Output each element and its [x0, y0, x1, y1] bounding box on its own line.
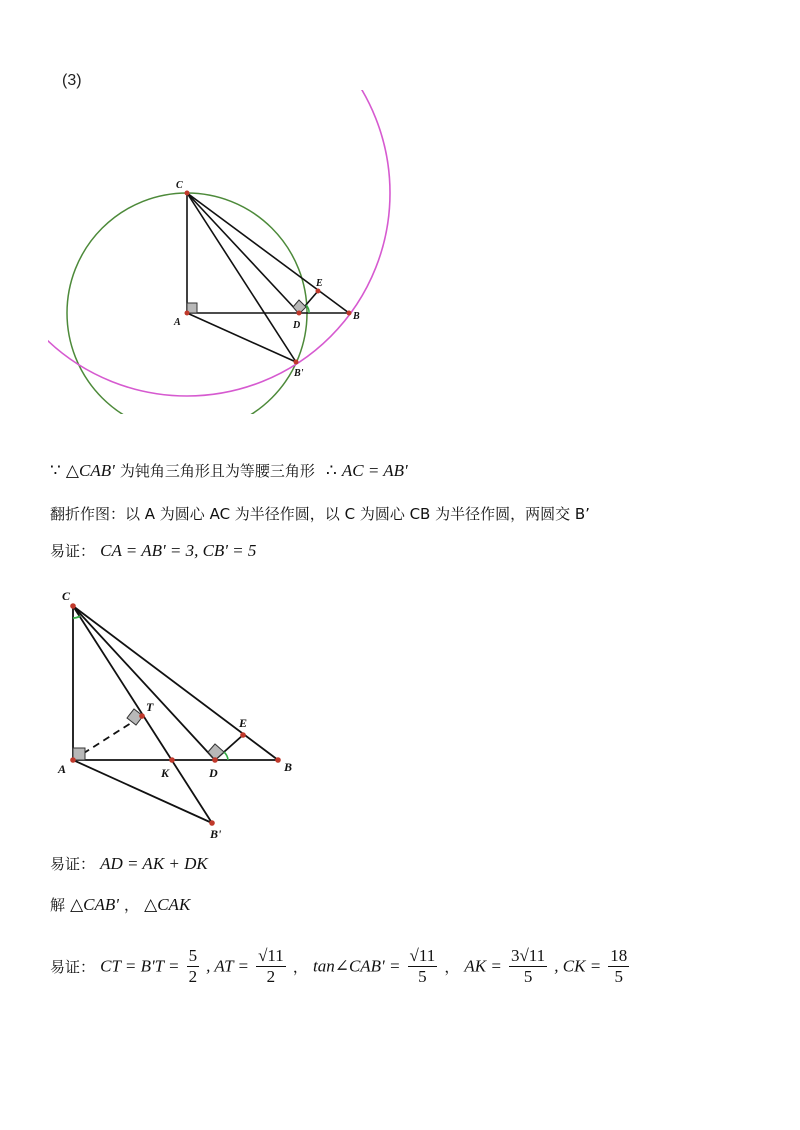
- point-e: [316, 289, 321, 294]
- equation-at: , AT =: [206, 956, 249, 976]
- label-b-2: B: [284, 760, 293, 774]
- text-line-1: [50, 460, 408, 481]
- label-e: E: [316, 278, 323, 289]
- point-d-2: [212, 757, 218, 763]
- equation-line-3: CA = AB' = 3, CB' = 5: [100, 541, 257, 560]
- point-d: [297, 311, 302, 316]
- fraction-3sqrt11-5: $\frac{3√11}{5}$: [510, 946, 546, 986]
- label-t-2: T: [146, 700, 154, 714]
- text-line-2: 翻折作图：以 A 为圆心 AC 为半径作圆，以 C 为圆心 CB 为半径作圆，两圆交 B’: [50, 505, 590, 523]
- fraction-18-5: $\frac{18}{5}$: [610, 946, 628, 986]
- equation-ac-abp: AC = AB': [341, 461, 408, 480]
- point-c: [185, 191, 190, 196]
- separator-2: ，: [444, 958, 460, 976]
- label-a-2: A: [58, 762, 67, 776]
- equation-tan: tan∠CAB' =: [312, 956, 401, 976]
- text-line-3: [50, 540, 256, 561]
- easy-prove-label-2: 易证：: [50, 855, 96, 873]
- point-b: [347, 311, 352, 316]
- figure-1: [0, 0, 800, 420]
- equation-ct: CT = B'T =: [100, 956, 180, 976]
- part-label: (3): [62, 72, 82, 89]
- label-b: B: [353, 311, 360, 322]
- label-d: D: [293, 320, 301, 331]
- equation-ak: AK =: [464, 956, 502, 976]
- fraction-sqrt11-2: $\frac{√11}{2}$: [258, 946, 284, 986]
- point-b-2: [275, 757, 281, 763]
- segment-cb: [187, 193, 349, 313]
- easy-prove-label: 易证：: [50, 542, 96, 560]
- label-c-2: C: [62, 589, 71, 603]
- point-k-2: [169, 757, 175, 763]
- easy-prove-label-3: 易证：: [50, 958, 96, 976]
- line1-text: 为钝角三角形且为等腰三角形: [119, 462, 315, 480]
- equation-ck: , CK =: [554, 956, 602, 976]
- triangle-cabp: △CAB': [65, 461, 115, 480]
- because-symbol: ∵: [50, 461, 61, 480]
- figure-2: [0, 580, 800, 850]
- label-a: A: [174, 317, 181, 328]
- segment-cd: [187, 193, 299, 313]
- text-line-6: [50, 946, 631, 987]
- therefore-symbol: ∴: [325, 461, 337, 480]
- point-a: [185, 311, 190, 316]
- label-c: C: [176, 180, 183, 191]
- point-bp-2: [209, 820, 215, 826]
- point-t-2: [139, 713, 145, 719]
- angle-arc-c-2: [73, 616, 80, 618]
- label-k-2: K: [161, 766, 170, 780]
- label-d-2: D: [209, 766, 218, 780]
- segment-cd-2: [73, 606, 215, 760]
- label-bp: B': [294, 368, 304, 379]
- point-bp: [294, 360, 299, 365]
- text-line-5: [50, 894, 190, 915]
- separator-1: ，: [292, 958, 308, 976]
- text-line-4: [50, 853, 208, 874]
- solve-label: 解: [50, 896, 66, 914]
- equation-line-4: AD = AK + DK: [100, 854, 208, 873]
- point-e-2: [240, 732, 246, 738]
- fraction-5-2: $\frac{5}{2}$: [188, 946, 198, 986]
- angle-arc-d-2: [224, 752, 228, 760]
- separator: ，: [124, 896, 140, 914]
- label-e-2: E: [239, 716, 248, 730]
- point-a-2: [70, 757, 76, 763]
- fraction-sqrt11-5: $\frac{√11}{5}$: [409, 946, 436, 986]
- triangle-cabp-2: △CAB': [70, 895, 119, 914]
- segment-cb-2: [73, 606, 278, 760]
- label-bp-2: B': [210, 827, 222, 841]
- triangle-cak: △CAK: [144, 895, 191, 914]
- point-c-2: [70, 603, 76, 609]
